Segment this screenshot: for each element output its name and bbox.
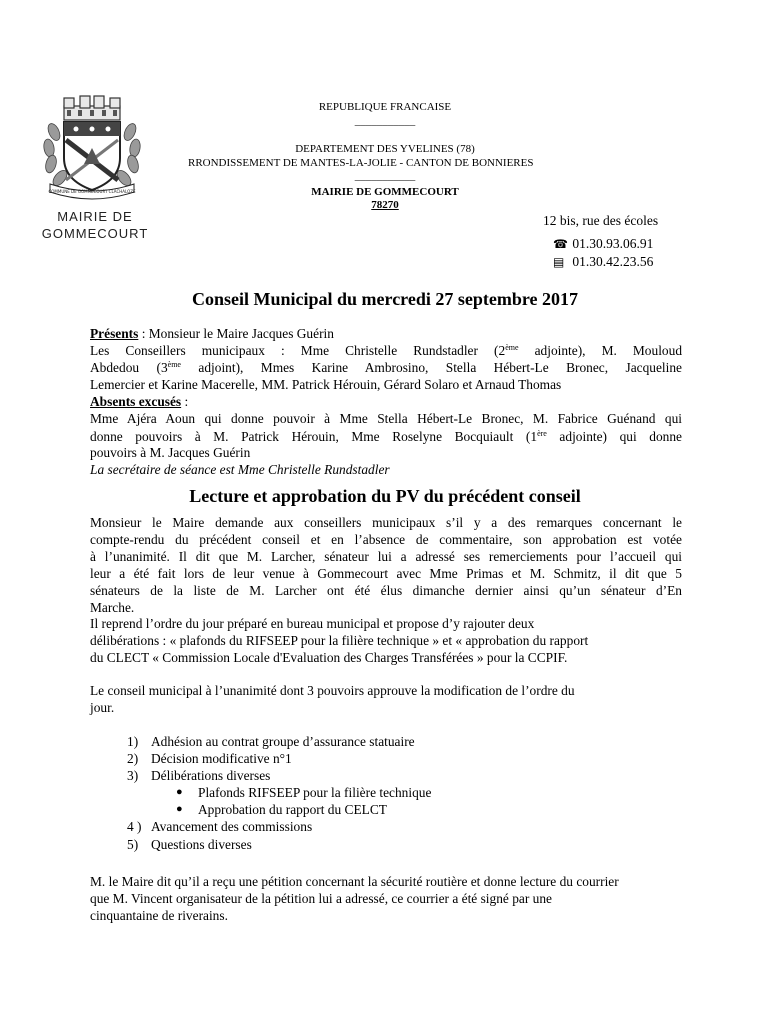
agenda-subitem: Approbation du rapport du CELCT bbox=[198, 802, 387, 817]
paragraph-line: délibérations : « plafonds du RIFSEEP pour la filière technique » et « approbation du rapport bbox=[90, 633, 589, 648]
absents-heading bbox=[90, 393, 188, 410]
superscript: ème bbox=[505, 343, 519, 352]
agenda-number: 5) bbox=[127, 837, 139, 852]
agenda-item: Adhésion au contrat groupe d’assurance statuaire bbox=[151, 734, 415, 749]
text-fragment: Les Conseillers municipaux : Mme Christelle Rundstadler (2 bbox=[90, 343, 506, 358]
paragraph-line: jour. bbox=[90, 700, 115, 715]
header-separator: ___________ bbox=[354, 170, 416, 182]
agenda-item: Questions diverses bbox=[151, 837, 252, 852]
document-title: Conseil Municipal du mercredi 27 septembre 2017 bbox=[192, 289, 578, 309]
phone-line bbox=[553, 236, 653, 252]
text-fragment: adjoint), Mmes Karine Ambrosino, Stella Hébert-Le Bronec, Jacqueline bbox=[180, 360, 683, 375]
header-arrondissement: RRONDISSEMENT DE MANTES-LA-JOLIE - CANTON DE BONNIERES bbox=[188, 157, 534, 169]
paragraph-line: sénateurs de la liste de M. Larcher ont été élus dimanche dernier ainsi qu’un sénateur d’En bbox=[90, 583, 682, 598]
header-mairie: MAIRIE DE GOMMECOURT bbox=[311, 186, 459, 198]
presents-councillors-line bbox=[90, 342, 682, 359]
text-fragment: adjointe), M. Mouloud bbox=[518, 343, 683, 358]
header-postcode: 78270 bbox=[371, 199, 399, 211]
text-fragment: Abdedou (3 bbox=[90, 360, 168, 375]
agenda-number: 2) bbox=[127, 751, 139, 766]
presents-councillors-line: Lemercier et Karine Macerelle, MM. Patrick Hérouin, Gérard Solaro et Arnaud Thomas bbox=[90, 377, 562, 392]
municipal-crest-logo bbox=[36, 92, 148, 204]
paragraph-line: du CLECT « Commission Locale d'Evaluation des Charges Transférées » pour la CCPIF. bbox=[90, 650, 568, 665]
bullet-icon: ● bbox=[176, 803, 183, 815]
fax-number: 01.30.42.23.56 bbox=[572, 254, 654, 269]
svg-text:COMMUNE DE GOMMECOURT CLACHALO: COMMUNE DE GOMMECOURT CLACHALOZE bbox=[48, 189, 136, 194]
paragraph-line: leur a été fait lors de leur venue à Gommecourt avec Mme Primas et M. Schmitz, il dit que 5 bbox=[90, 566, 682, 581]
agenda-number: 4 ) bbox=[127, 819, 142, 834]
secretary-note: La secrétaire de séance est Mme Christelle Rundstadler bbox=[90, 462, 390, 477]
fax-icon: ▤ bbox=[553, 255, 565, 269]
absents-line: Mme Ajéra Aoun qui donne pouvoir à Mme Stella Hébert-Le Bronec, M. Fabrice Guénand qui bbox=[90, 411, 682, 426]
absents-line bbox=[90, 428, 682, 445]
absents-label: Absents excusés bbox=[90, 394, 182, 409]
fax-line bbox=[553, 254, 653, 270]
paragraph-line: Marche. bbox=[90, 600, 135, 615]
agenda-item: Décision modificative n°1 bbox=[151, 751, 292, 766]
bullet-icon: ● bbox=[176, 786, 183, 798]
logo-caption-line2: GOMMECOURT bbox=[41, 226, 149, 241]
header-separator: ___________ bbox=[354, 115, 416, 127]
header-department: DEPARTEMENT DES YVELINES (78) bbox=[295, 143, 475, 155]
section-title: Lecture et approbation du PV du précédent conseil bbox=[189, 486, 581, 506]
logo-caption-line1: MAIRIE DE bbox=[57, 209, 133, 224]
presents-label: Présents bbox=[90, 326, 139, 341]
agenda-item: Délibérations diverses bbox=[151, 768, 271, 783]
presents-councillors-line bbox=[90, 359, 682, 376]
text-fragment: adjointe) qui donne bbox=[546, 429, 682, 444]
presents-mayor: : Monsieur le Maire Jacques Guérin bbox=[138, 326, 334, 341]
paragraph-line: M. le Maire dit qu’il a reçu une pétition concernant la sécurité routière et donne lecture du courrier bbox=[90, 874, 619, 889]
presents-line bbox=[90, 325, 334, 342]
superscript: ère bbox=[537, 429, 547, 438]
paragraph-line: à l’unanimité. Il dit que M. Larcher, sénateur lui a adressé ses remerciements pour l’accueil qui bbox=[90, 549, 682, 564]
paragraph-line: Il reprend l’ordre du jour préparé en bureau municipal et propose d’y rajouter deux bbox=[90, 616, 535, 631]
telephone-icon: ☎ bbox=[553, 237, 568, 251]
agenda-number: 1) bbox=[127, 734, 139, 749]
paragraph-line: compte-rendu du précédent conseil et en l’absence de commentaire, son approbation est votée bbox=[90, 532, 682, 547]
text-fragment: donne pouvoirs à M. Patrick Hérouin, Mme Roselyne Bocquiault (1 bbox=[90, 429, 538, 444]
header-republic: REPUBLIQUE FRANCAISE bbox=[318, 101, 452, 113]
absents-line: pouvoirs à M. Jacques Guérin bbox=[90, 445, 251, 460]
superscript: ème bbox=[167, 360, 181, 369]
agenda-number: 3) bbox=[127, 768, 139, 783]
mairie-address: 12 bis, rue des écoles bbox=[543, 213, 659, 228]
phone-number: 01.30.93.06.91 bbox=[572, 236, 654, 251]
agenda-item: Avancement des commissions bbox=[151, 819, 313, 834]
paragraph-line: Le conseil municipal à l’unanimité dont 3 pouvoirs approuve la modification de l’ordre du bbox=[90, 683, 575, 698]
agenda-subitem: Plafonds RIFSEEP pour la filière technique bbox=[198, 785, 432, 800]
paragraph-line: que M. Vincent organisateur de la pétition lui a adressé, ce courrier a été signé par une bbox=[90, 891, 552, 906]
paragraph-line: cinquantaine de riverains. bbox=[90, 908, 228, 923]
text-fragment: : bbox=[181, 394, 189, 409]
paragraph-line: Monsieur le Maire demande aux conseillers municipaux s’il y a des remarques concernant le bbox=[90, 515, 682, 530]
